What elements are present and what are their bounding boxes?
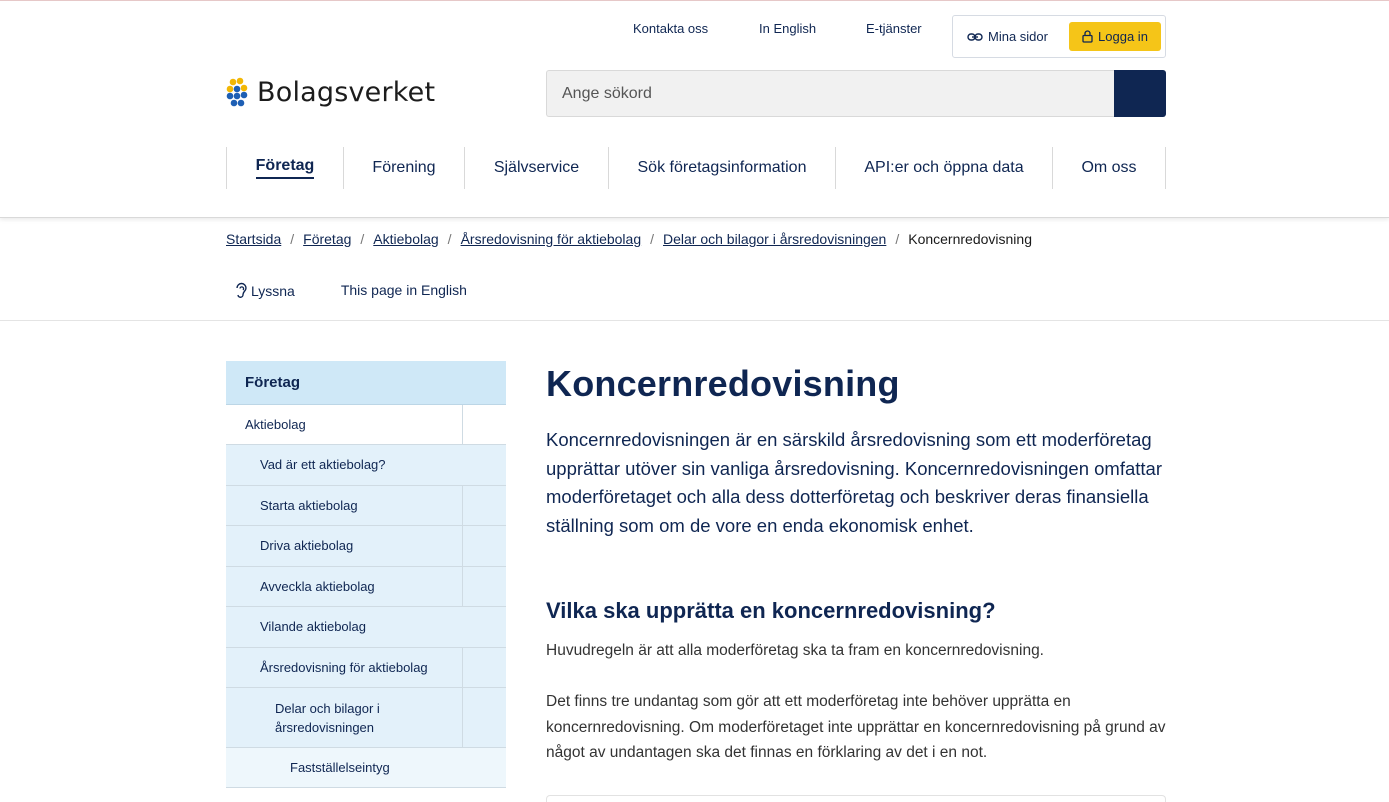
nav-item-label: Företag [256,157,315,179]
search-form [546,70,1166,117]
in-english-link[interactable]: In English [759,21,817,36]
sidebar-expand-toggle[interactable] [462,648,506,688]
sidebar-heading[interactable]: Företag [226,361,506,405]
listen-label: Lyssna [251,282,295,299]
breadcrumb-link[interactable]: Startsida [226,231,282,247]
e-services-link[interactable]: E-tjänster [866,21,922,36]
breadcrumb-separator: / [447,231,452,247]
info-box [546,795,1166,802]
breadcrumb-link[interactable]: Företag [303,231,352,247]
nav-item-label: Om oss [1081,159,1137,176]
section-heading: Vilka ska upprätta en koncernredovisning? [546,598,996,623]
sidebar-expand-toggle[interactable] [462,688,506,747]
sidebar-item-avveckla-aktiebolag[interactable] [226,567,506,608]
login-label: Logga in [1098,29,1148,44]
lock-icon [1082,30,1093,43]
search-input[interactable] [546,70,1115,117]
site-logo[interactable] [226,77,435,108]
sidebar-item-arsredovisning[interactable] [226,648,506,689]
link-icon [967,32,983,42]
nav-item-foretag[interactable] [226,147,343,189]
utility-bar [0,8,1389,51]
nav-item-sok-foretagsinformation[interactable] [608,147,835,189]
breadcrumb-separator: / [895,231,900,247]
breadcrumb-separator: / [290,231,295,247]
sidebar-item-label: Vad är ett aktiebolag? [260,457,386,473]
breadcrumb [226,231,1032,247]
nav-item-label: Sök företagsinformation [637,159,807,176]
sidebar-item-vad-ar-aktiebolag[interactable] [226,445,506,486]
sidebar-expand-toggle[interactable] [462,486,506,526]
account-box [952,15,1166,58]
sidebar-item-driva-aktiebolag[interactable] [226,526,506,567]
sidebar-item-label: Fastställelseintyg [290,760,390,775]
bolagsverket-logo-icon [226,77,251,108]
nav-item-forening[interactable] [343,147,464,189]
sidebar-item-label: Starta aktiebolag [260,497,358,513]
nav-item-om-oss[interactable] [1052,147,1166,189]
nav-item-label: Självservice [493,159,580,176]
page-title: Koncernredovisning [546,363,900,404]
section-divider [0,320,1389,321]
page-tools [234,282,467,299]
sidebar-nav [226,361,506,788]
listen-button[interactable] [234,282,295,299]
page-in-english-link[interactable]: This page in English [340,282,467,298]
breadcrumb-current: Koncernredovisning [908,231,1032,247]
lead-paragraph: Koncernredovisningen är en särskild årsredovisning som ett moderföretag upprättar utöver sin vanliga årsredovisning. Koncernredovisningen omfattar moderföretaget och alla dess dotterföretag och beskriver deras finansiella ställning som om de vore en enda ekonomisk enhet. [546,429,1162,536]
login-button[interactable] [1069,22,1161,51]
breadcrumb-separator: / [360,231,365,247]
nav-item-label: API:er och öppna data [864,159,1024,176]
sidebar-item-delar-och-bilagor[interactable] [226,688,506,748]
sidebar-item-vilande-aktiebolag[interactable] [226,607,506,648]
nav-item-api-oppna-data[interactable] [835,147,1052,189]
sidebar-item-label: Aktiebolag [245,417,306,432]
body-paragraph: Huvudregeln är att alla moderföretag ska ta fram en koncernredovisning. [546,642,1044,659]
breadcrumb-link[interactable]: Delar och bilagor i årsredovisningen [663,231,887,247]
sidebar-item-label: Årsredovisning för aktiebolag [260,659,428,675]
my-pages-label: Mina sidor [988,29,1048,44]
nav-item-sjalvservice[interactable] [464,147,608,189]
ear-icon [234,282,248,299]
my-pages-link[interactable] [967,29,1048,44]
sidebar-expand-toggle[interactable] [462,526,506,566]
search-button[interactable] [1114,70,1166,117]
sidebar-item-label: Delar och bilagor i årsredovisningen [275,700,380,735]
body-paragraph: Det finns tre undantag som gör att ett moderföretag inte behöver upprätta en koncernredovisning. Om moderföretaget inte upprättar en koncernredovisning på grund av något av undantagen ska det finnas en förklaring av det i en not. [546,693,1166,761]
sidebar-item-starta-aktiebolag[interactable] [226,486,506,527]
breadcrumb-link[interactable]: Årsredovisning för aktiebolag [460,231,642,247]
breadcrumb-separator: / [650,231,654,247]
sidebar-item-label: Vilande aktiebolag [260,619,367,635]
contact-link[interactable]: Kontakta oss [633,21,709,36]
site-header [0,1,1389,218]
main-navigation [226,147,1166,189]
sidebar-expand-toggle[interactable] [462,567,506,607]
sidebar-expand-toggle[interactable] [462,405,506,444]
nav-item-label: Förening [372,159,436,176]
sidebar-item-label: Driva aktiebolag [260,538,354,554]
sidebar-item-aktiebolag[interactable] [226,405,506,445]
breadcrumb-link[interactable]: Aktiebolag [373,231,439,247]
sidebar-item-faststallelseintyg[interactable] [226,748,506,788]
sidebar-item-label: Avveckla aktiebolag [260,578,375,594]
main-content [546,361,1166,761]
logo-text: Bolagsverket [257,77,436,108]
